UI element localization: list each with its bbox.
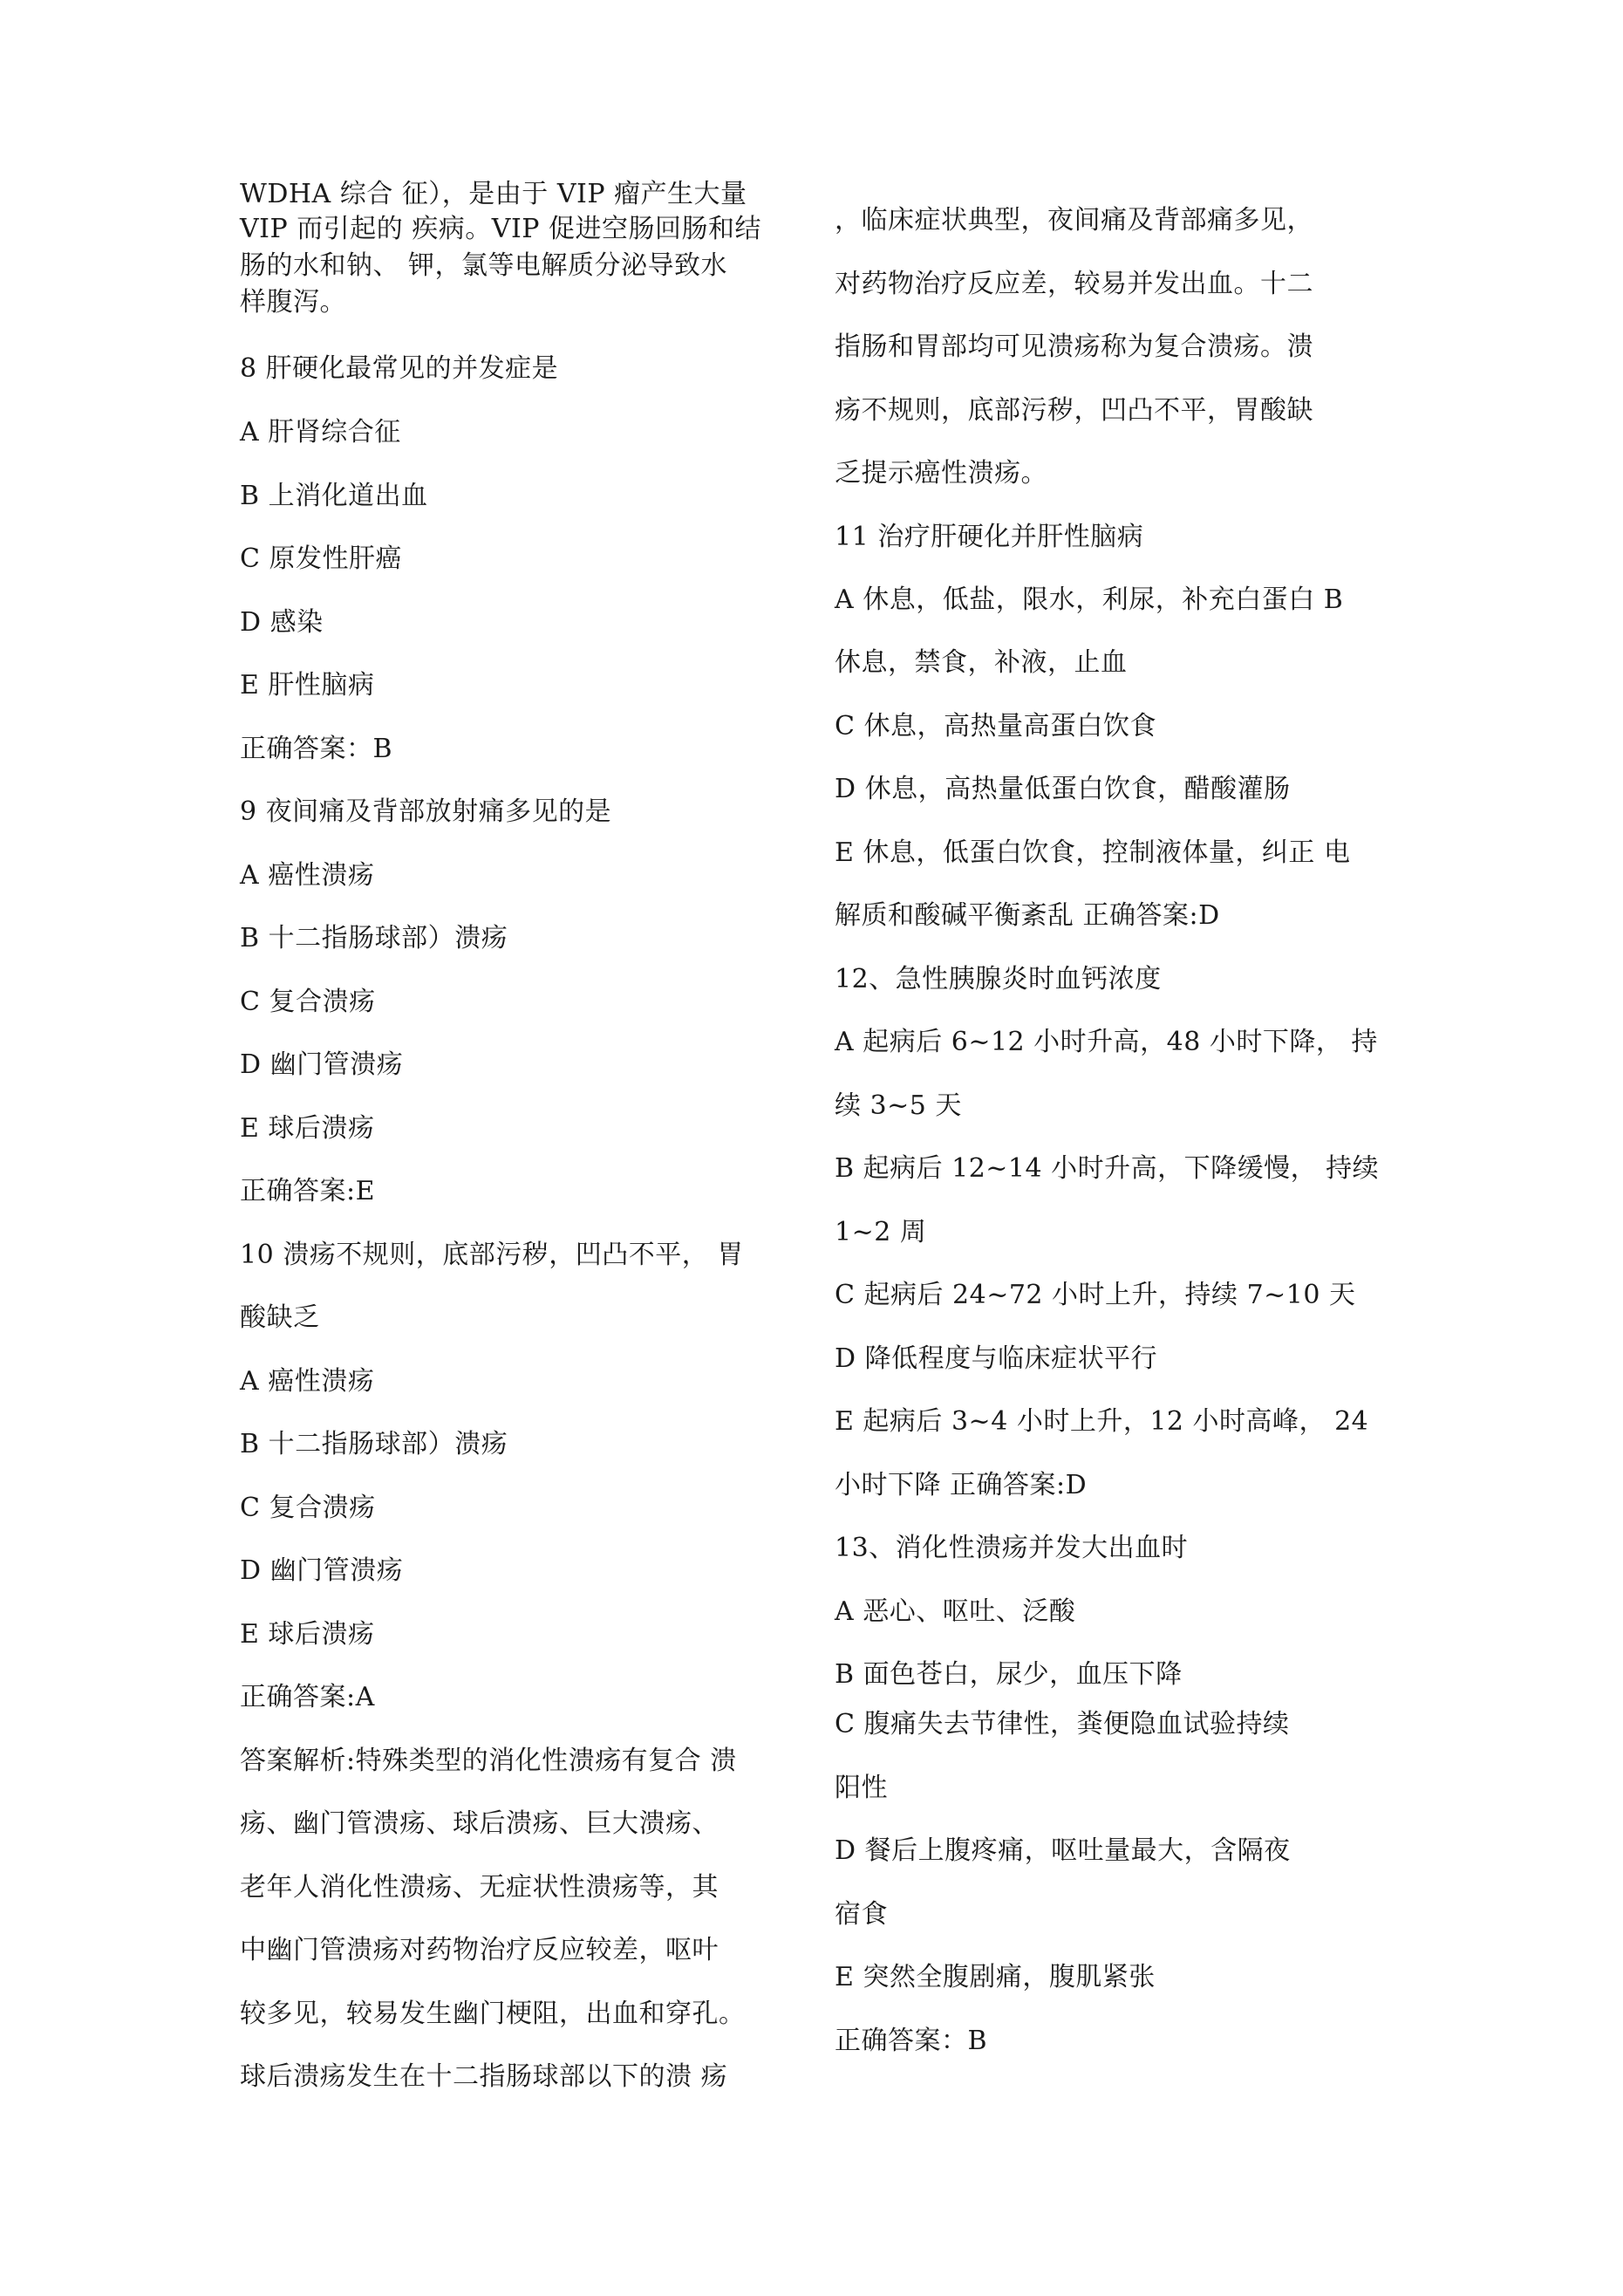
option-line: 1~2 周 bbox=[835, 1217, 927, 1247]
question-title: 10 溃疡不规则，底部污秽，凹凸不平， 胃 bbox=[240, 1240, 744, 1270]
answer-line: 正确答案：B bbox=[240, 734, 393, 764]
question-title: 酸缺乏 bbox=[240, 1302, 320, 1333]
answer-line: 正确答案：B bbox=[835, 2026, 988, 2056]
option-line: B 面色苍白，尿少，血压下降 bbox=[835, 1659, 1183, 1690]
answer-line: 小时下降 正确答案:D bbox=[835, 1470, 1088, 1500]
explanation-line: 对药物治疗反应差，较易并发出血。十二 bbox=[835, 269, 1313, 299]
explanation-line: 老年人消化性溃疡、无症状性溃疡等，其 bbox=[240, 1872, 719, 1903]
option-line: B 上消化道出血 bbox=[240, 481, 428, 511]
option-line: 阳性 bbox=[835, 1773, 888, 1803]
option-line: C 腹痛失去节律性，粪便隐血试验持续 bbox=[835, 1709, 1290, 1739]
option-line: D 休息，高热量低蛋白饮食，醋酸灌肠 bbox=[835, 774, 1291, 804]
option-line: B 十二指肠球部）溃疡 bbox=[240, 1429, 508, 1459]
option-line: A 肝肾综合征 bbox=[240, 417, 401, 448]
question-title: 12、急性胰腺炎时血钙浓度 bbox=[835, 964, 1162, 994]
option-line: C 休息，高热量高蛋白饮食 bbox=[835, 711, 1156, 741]
text-line: VIP 而引起的 疾病。VIP 促进空肠回肠和结 bbox=[240, 214, 762, 244]
option-line: E 球后溃疡 bbox=[240, 1113, 375, 1144]
explanation-line: 乏提示癌性溃疡。 bbox=[835, 458, 1047, 489]
option-line: 休息，禁食，补液，止血 bbox=[835, 647, 1128, 678]
explanation-line: 中幽门管溃疡对药物治疗反应较差，呕叶 bbox=[240, 1935, 719, 1965]
option-line: A 癌性溃疡 bbox=[240, 860, 375, 891]
explanation-line: 球后溃疡发生在十二指肠球部以下的溃 疡 bbox=[240, 2061, 728, 2092]
explanation-line: 疡、幽门管溃疡、球后溃疡、巨大溃疡、 bbox=[240, 1808, 719, 1839]
option-line: E 休息，低蛋白饮食，控制液体量，纠正 电 bbox=[835, 837, 1351, 868]
text-line: 肠的水和钠、 钾，氯等电解质分泌导致水 bbox=[240, 250, 728, 281]
explanation-line: ，临床症状典型，夜间痛及背部痛多见， bbox=[835, 205, 1313, 236]
text-line: 样腹泻。 bbox=[240, 287, 346, 318]
option-line: 宿食 bbox=[835, 1899, 888, 1930]
option-line: A 恶心、呕吐、泛酸 bbox=[835, 1596, 1076, 1627]
question-title: 9 夜间痛及背部放射痛多见的是 bbox=[240, 796, 612, 827]
question-title: 13、消化性溃疡并发大出血时 bbox=[835, 1533, 1189, 1563]
option-line: D 餐后上腹疼痛，呕吐量最大，含隔夜 bbox=[835, 1835, 1291, 1866]
question-title: 11 治疗肝硬化并肝性脑病 bbox=[835, 522, 1144, 552]
option-line: D 感染 bbox=[240, 607, 324, 638]
option-line: C 起病后 24~72 小时上升，持续 7~10 天 bbox=[835, 1280, 1356, 1310]
option-line: D 降低程度与临床症状平行 bbox=[835, 1343, 1158, 1374]
option-line: D 幽门管溃疡 bbox=[240, 1555, 404, 1586]
explanation-line: 指肠和胃部均可见溃疡称为复合溃疡。溃 bbox=[835, 331, 1313, 362]
option-line: E 球后溃疡 bbox=[240, 1619, 375, 1650]
option-line: C 复合溃疡 bbox=[240, 1493, 376, 1523]
text-line: WDHA 综合 征），是由于 VIP 瘤产生大量 bbox=[240, 179, 747, 209]
answer-line: 正确答案:E bbox=[240, 1176, 376, 1206]
option-line: D 幽门管溃疡 bbox=[240, 1049, 404, 1080]
explanation-line: 较多见，较易发生幽门梗阻，出血和穿孔。 bbox=[240, 1999, 746, 2029]
question-title: 8 肝硬化最常见的并发症是 bbox=[240, 353, 559, 384]
option-line: E 肝性脑病 bbox=[240, 670, 375, 700]
option-line: A 癌性溃疡 bbox=[240, 1366, 375, 1397]
option-line: A 起病后 6~12 小时升高，48 小时下降， 持 bbox=[835, 1027, 1378, 1057]
explanation-line: 答案解析:特殊类型的消化性溃疡有复合 溃 bbox=[240, 1746, 737, 1776]
explanation-line: 疡不规则，底部污秽，凹凸不平，胃酸缺 bbox=[835, 395, 1313, 426]
option-line: C 原发性肝癌 bbox=[240, 543, 402, 574]
option-line: E 突然全腹剧痛，腹肌紧张 bbox=[835, 1962, 1156, 1992]
option-line: 续 3~5 天 bbox=[835, 1090, 962, 1121]
answer-line: 正确答案:A bbox=[240, 1682, 375, 1712]
answer-line: 解质和酸碱平衡紊乱 正确答案:D bbox=[835, 900, 1220, 931]
option-line: C 复合溃疡 bbox=[240, 987, 376, 1017]
option-line: A 休息，低盐，限水，利尿，补充白蛋白 B bbox=[835, 584, 1344, 615]
option-line: B 起病后 12~14 小时升高，下降缓慢， 持续 bbox=[835, 1153, 1380, 1184]
option-line: B 十二指肠球部）溃疡 bbox=[240, 923, 508, 953]
option-line: E 起病后 3~4 小时上升，12 小时高峰， 24 bbox=[835, 1406, 1369, 1437]
